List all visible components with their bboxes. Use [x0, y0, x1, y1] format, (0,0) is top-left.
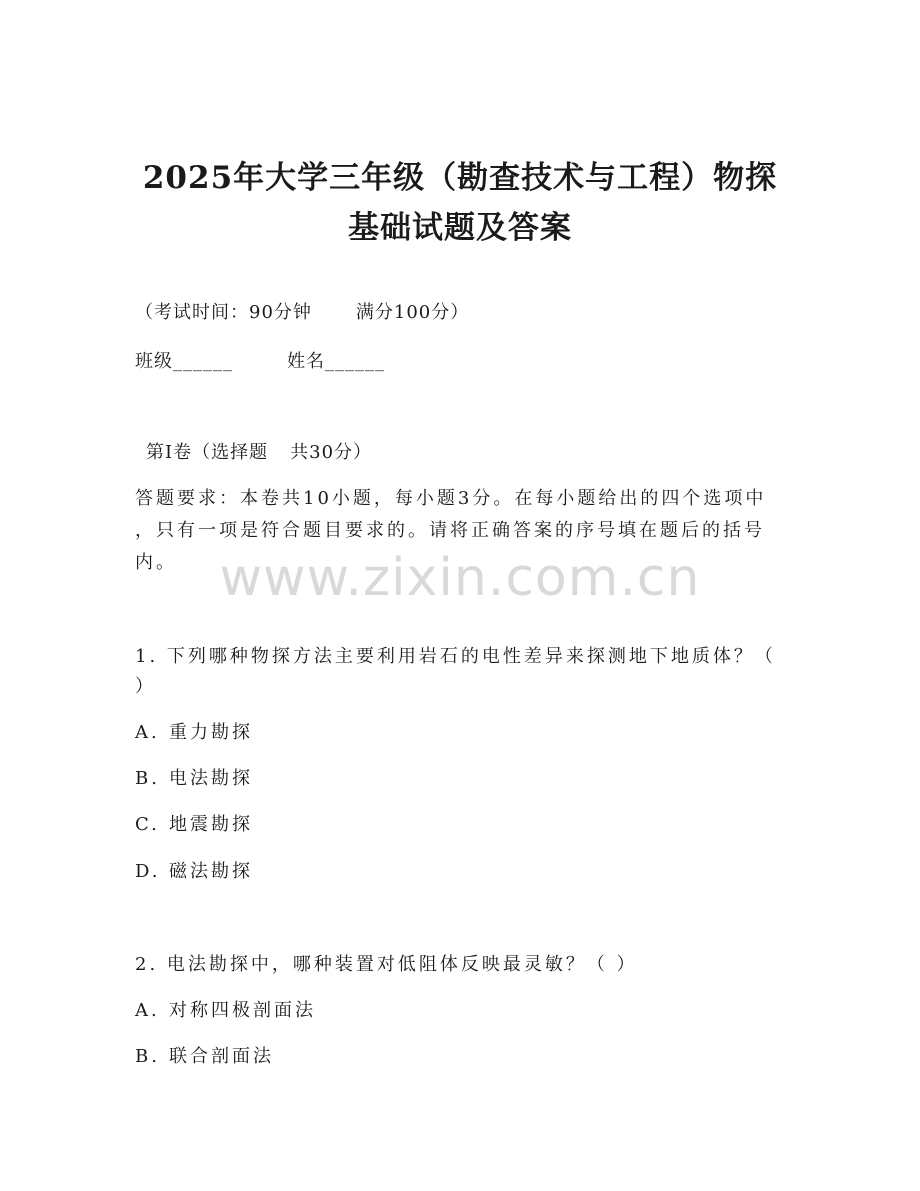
- student-fields: [135, 350, 385, 374]
- question-1-stem-line1: 1. 下列哪种物探方法主要利用岩石的电性差异来探测地下地质体？（: [135, 646, 776, 667]
- section-score: 共30分）: [290, 442, 373, 463]
- watermark: www.zixin.com.cn: [219, 548, 701, 608]
- option-text: 重力勘探: [169, 722, 253, 743]
- question-2-stem: 2. 电法勘探中，哪种装置对低阻体反映最灵敏？（ ）: [135, 954, 638, 975]
- option-letter: B.: [135, 768, 160, 789]
- section-title: 第I卷（选择题: [146, 442, 269, 463]
- option-text: 地震勘探: [169, 814, 253, 835]
- option-text: 电法勘探: [169, 768, 253, 789]
- name-field: 姓名______: [287, 351, 385, 372]
- option-letter: A.: [135, 722, 160, 743]
- option-text: 联合剖面法: [169, 1046, 274, 1067]
- question-1-option-c: [135, 813, 253, 837]
- question-2-option-b: [135, 1045, 274, 1069]
- option-letter: A.: [135, 1000, 160, 1021]
- class-field: 班级______: [135, 351, 233, 372]
- option-text: 对称四极剖面法: [169, 1000, 316, 1021]
- exam-full-score: 满分100分）: [355, 302, 470, 323]
- question-1-option-a: [135, 721, 253, 745]
- option-letter: D.: [135, 861, 161, 882]
- option-letter: C.: [135, 814, 160, 835]
- document-title-line1: 2025年大学三年级（勘查技术与工程）物探: [142, 160, 778, 196]
- question-2-option-a: [135, 999, 316, 1023]
- exam-time: （考试时间：90分钟: [135, 302, 312, 323]
- instructions-line1: 答题要求：本卷共10小题，每小题3分。在每小题给出的四个选项中: [135, 488, 767, 509]
- question-1-option-d: [135, 860, 253, 884]
- question-1-stem-line2: ）: [135, 676, 154, 697]
- document-title-line2: 基础试题及答案: [348, 210, 572, 246]
- instructions-line3: 内。: [135, 552, 177, 573]
- option-text: 磁法勘探: [169, 861, 253, 882]
- instructions-line2: ，只有一项是符合题目要求的。请将正确答案的序号填在题后的括号: [135, 520, 765, 541]
- option-letter: B.: [135, 1046, 160, 1067]
- question-1-option-b: [135, 767, 253, 791]
- exam-info: [135, 301, 469, 325]
- section-header: [146, 441, 372, 465]
